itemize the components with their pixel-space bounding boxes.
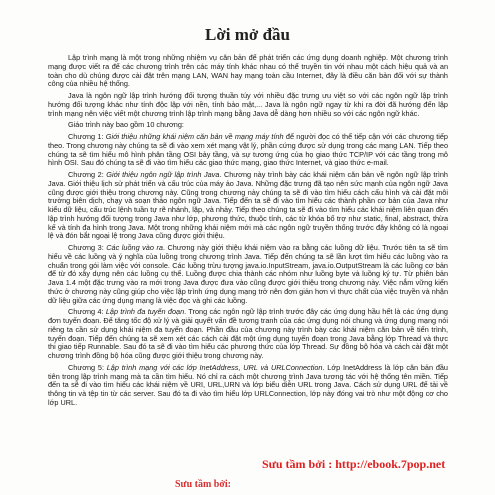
- chapter-4-text: . Trong các ngôn ngữ lập trình trước đây các ứng dụng hầu hết là các ứng dụng đơn tuyến đoạn. Để tăng tốc độ xử lý và giải quyết vấn đề tương tranh của các ứng dụng nói chung và ứng dụng mạng nói riêng ta cần sử dụng khái niệm đa tuyến đoạn. Phần đầu của chương này trình bày các khái niệm căn bản về tiến trình, tuyến đoạn. Tiếp đến chúng ta sẽ xem xét các cách cài đặt một ứng dụng tuyến đoạn trong Java bằng lớp Thread và thực thi giao tiếp Runnable. Sau đó ta sẽ đi vào tìm hiểu các phương thức của lớp Thread. Sự đồng bộ hóa và cách cài đặt một chương trình đồng bộ hóa cũng được giới thiệu trong chương này.: [48, 307, 448, 360]
- source-credit-link: Sưu tầm bởi : http://ebook.7pop.net: [262, 457, 446, 471]
- chapter-2-lead: Chương 2:: [68, 170, 107, 179]
- chapter-3-text: . Chương này giới thiệu khái niệm vào ra bằng các luồng dữ liệu. Trước tiên ta sẽ tìm hiểu về các luồng và ý nghĩa của luồng trong chương trình Java. Tiếp đến chúng ta sẽ lần lượt tìm hiểu các luồng vào ra chuẩn trong gói làm việc với console. Các luồng trừu tượng java.io.InputStream, java.io.OutputStream là các luồng cơ bản để từ đó xây dựng nên các luồng cụ thể. Luồng được chia thành các nhóm như luồng byte và luồng ký tự. Từ phiên bản Java 1.4 một đặc trưng vào ra mới trong Java được đưa vào cũng được giới thiệu trong chương này. Việc nắm vững kiến thức ở chương này cũng giúp cho việc lập trình ứng dụng mạng trở nên đơn giản hơn vì thực chất của việc truyền và nhận dữ liệu giữa các ứng dụng mạng là việc đọc và ghi các luồng.: [48, 243, 448, 305]
- chapter-4-heading: Lập trình đa tuyến đoạn: [105, 307, 185, 317]
- chapter-3-lead: Chương 3:: [68, 243, 107, 252]
- paragraph-intro: Lập trình mạng là một trong những nhiệm vụ căn bản để phát triển các ứng dụng doanh nghiệp. Một chương trình mạng được viết ra để các chương trình trên các máy tính khác nhau có thể truyền tin với nhau một cách hiệu quả và an toàn cho dù chúng được cài đặt trên mạng LAN, WAN hay mạng toàn cầu Internet, đây là điều căn bản đối với sự thành công của nhiều hệ thống.: [48, 53, 448, 89]
- paragraph-chapters-intro: Giáo trình này bao gồm 10 chương:: [68, 120, 184, 130]
- paragraph-java: Java là ngôn ngữ lập trình hướng đối tượng thuần túy với nhiều đặc trưng ưu việt so với các ngôn ngữ lập trình hướng đối tượng khác như tính độc lập với nền, tính bảo mật,... Java là ngôn ngữ ngay từ khi ra đời đã hướng đến lập trình mạng nên việc viết một chương trình lập trình mạng bằng Java dễ dàng hơn nhiều so với các ngôn ngữ khác.: [48, 91, 448, 118]
- chapter-2-text: . Chương này trình bày các khái niệm căn bản về ngôn ngữ lập trình Java. Giới thiệu lịch sử phát triển và cấu trúc của máy ảo Java. Những đặc trưng đã tạo nên sức mạnh của ngôn ngữ Java cũng được giới thiệu trong chương này. Cũng trong chương này chúng ta sẽ đi vào tìm hiểu cách cấu hình và cài đặt môi trường biên dịch, chạy và soạn thảo ngôn ngữ Java. Tiếp đến ta sẽ đi vào tìm hiểu các thành phần cơ bản của Java như kiểu dữ liệu, cấu trúc lệnh tuần tự rẽ nhánh, lặp, và nhảy. Tiếp theo chúng ta sẽ đi vào tìm hiểu các khái niệm liên quan đến lập trình hướng đối tượng trong Java như lớp, phương thức, thuộc tính, các từ khóa bổ trợ như static, final, abstract, thừa kế và tính đa hình trong Java. Một trong những khái niệm mới mà các ngôn ngữ truyền thống trước đây không có là ngoại lệ và đón bắt ngoại lệ trong Java cũng được giới thiệu.: [48, 170, 448, 241]
- page-title: Lời mở đầu: [205, 25, 290, 44]
- chapter-1-text: để người đọc có thể tiếp cận với các chương tiếp theo. Trong chương này chúng ta sẽ đi vào xem xét mạng vật lý, phần cứng được sử dụng trong các mạng LAN. Tiếp theo chúng ta sẽ tìm hiểu mô hình phân tầng OSI bảy tầng, và sự tương ứng của họ giao thức TCP/IP với các tầng trong mô hình OSI. Sau đó chúng ta sẽ đi vào tìm hiểu các giao thức mạng, giao thức Internet, và giao thức e-mail.: [48, 132, 448, 168]
- chapter-5-paragraph: [48, 364, 448, 408]
- chapter-5-lead: Chương 5:: [68, 362, 107, 372]
- chapter-4-lead: Chương 4:: [68, 307, 106, 317]
- chapter-2-paragraph: [48, 171, 448, 241]
- chapter-1-paragraph: [48, 133, 448, 168]
- chapter-5-heading: Lập trình mạng với các lớp InetAddress, URL và URLConnection: [106, 362, 323, 372]
- source-credit-label: Sưu tầm bởi:: [175, 479, 231, 490]
- chapter-1-lead: Chương 1:: [68, 132, 106, 141]
- body-text: [48, 54, 448, 408]
- chapter-5-text: . Lớp InetAddress là lớp căn bản đầu tiên trong lập trình mạng mà ta cần tìm hiểu. Nó chỉ ra cách một chương trình Java tương tác với hệ thống tên miền. Tiếp đến ta sẽ đi vào tìm hiểu các khái niệm về URI, URL,URN và lớp biểu diễn URL trong Java. Cách sử dụng URL để tải về thông tin và tệp tin từ các server. Sau đó ta đi vào tìm hiểu lớp URLConnection, lớp này đóng vai trò như một động cơ cho lớp URL.: [48, 362, 448, 407]
- chapter-3-paragraph: [48, 244, 448, 305]
- chapter-2-heading: Giới thiệu ngôn ngữ lập trình Java: [106, 170, 220, 179]
- chapter-4-paragraph: [48, 308, 448, 361]
- chapter-1-heading: Giới thiệu những khái niệm căn bản về mạng máy tính: [105, 132, 284, 141]
- chapter-3-heading: Các luồng vào ra: [106, 243, 163, 252]
